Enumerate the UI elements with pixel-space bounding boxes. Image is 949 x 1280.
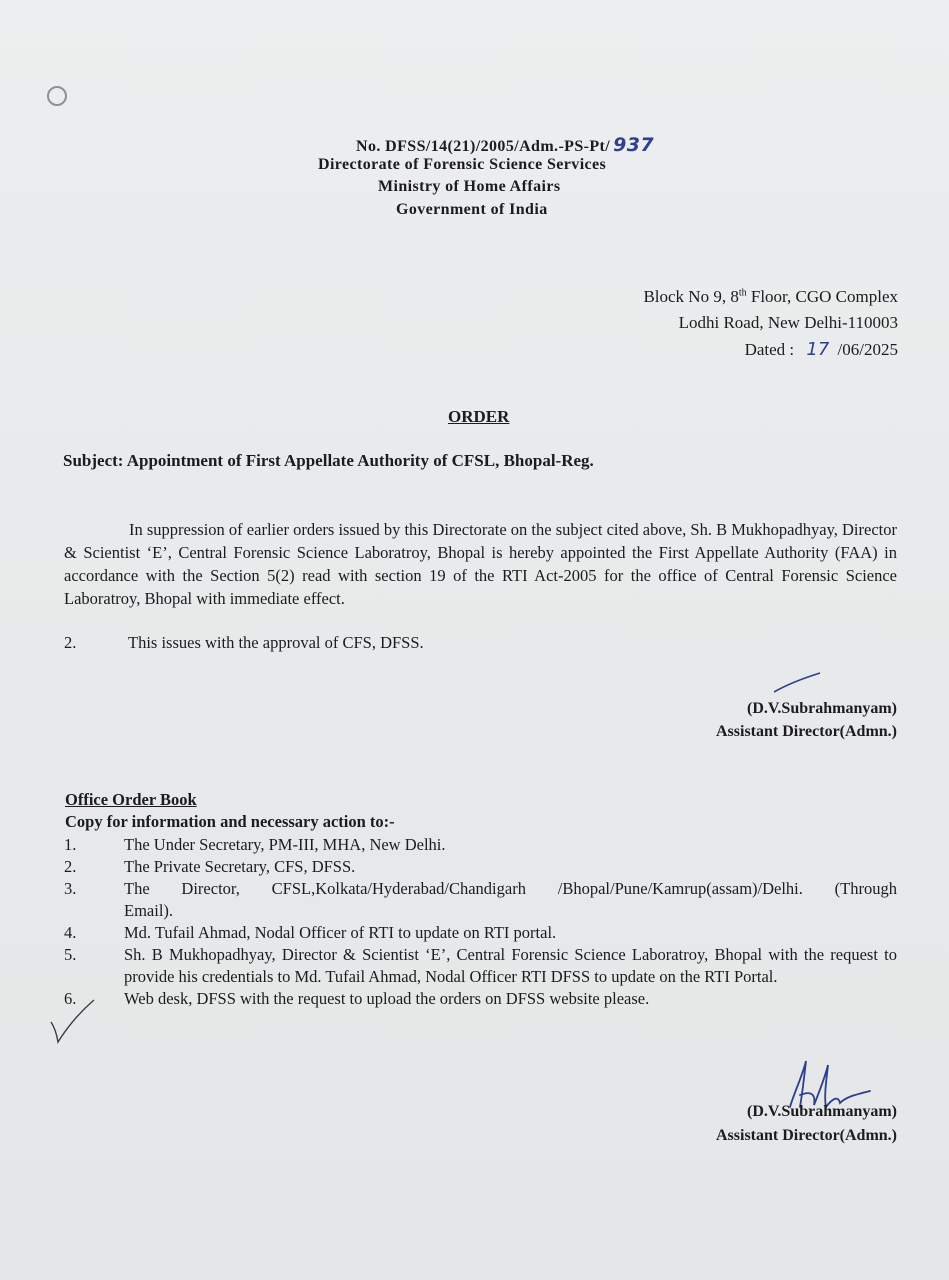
signatory-designation-2: Assistant Director(Admn.) bbox=[715, 1127, 897, 1144]
order-paragraph-1 bbox=[64, 518, 897, 610]
file-number-text: No. DFSS/14(21)/2005/Adm.-PS-Pt/ bbox=[356, 138, 611, 155]
list-item-text: The Under Secretary, PM-III, MHA, New Delhi. bbox=[124, 835, 446, 854]
list-item-number: 6. bbox=[64, 989, 77, 1008]
list-item bbox=[64, 944, 897, 988]
handwritten-date-day: 17 bbox=[806, 339, 830, 360]
list-item-number: 5. bbox=[64, 945, 77, 964]
list-item-text: Md. Tufail Ahmad, Nodal Officer of RTI to update on RTI portal. bbox=[124, 923, 557, 942]
order-paragraph-2 bbox=[64, 633, 424, 653]
list-item-text: Web desk, DFSS with the request to upload the orders on DFSS website please. bbox=[124, 989, 650, 1008]
government-name: Government of India bbox=[396, 201, 548, 218]
list-item-number: 2. bbox=[64, 857, 77, 876]
address-line-1-pre: Block No 9, 8 bbox=[643, 287, 739, 306]
address-line-2: Lodhi Road, New Delhi-110003 bbox=[678, 313, 898, 332]
signature-initial-stroke bbox=[770, 670, 826, 696]
punch-hole-mark bbox=[47, 86, 67, 106]
list-item-text: The Director, CFSL,Kolkata/Hyderabad/Chandigarh /Bhopal/Pune/Kamrup(assam)/Delhi. (Through Email). bbox=[124, 879, 897, 920]
dated-month-year: /06/2025 bbox=[837, 340, 898, 359]
handwritten-file-number: 937 bbox=[613, 134, 655, 156]
list-item bbox=[64, 988, 897, 1010]
office-order-book-heading-text: Office Order Book bbox=[65, 790, 197, 809]
signatory-name-2: (D.V.Subrahmanyam) bbox=[747, 1103, 897, 1120]
list-item-number: 3. bbox=[64, 879, 77, 898]
list-item bbox=[64, 878, 897, 922]
dated-line bbox=[745, 339, 898, 360]
subject-line: Subject: Appointment of First Appellate Authority of CFSL, Bhopal-Reg. bbox=[63, 451, 594, 470]
order-title: ORDER bbox=[448, 407, 510, 426]
directorate-name: Directorate of Forensic Science Services bbox=[318, 156, 607, 173]
address-line-1 bbox=[643, 287, 898, 307]
copy-to-line: Copy for information and necessary action to:- bbox=[65, 812, 395, 831]
list-item bbox=[64, 856, 897, 878]
list-item-number: 1. bbox=[64, 835, 77, 854]
signatory-name-1: (D.V.Subrahmanyam) bbox=[747, 700, 897, 717]
file-number bbox=[356, 134, 654, 156]
list-item-text: Sh. B Mukhopadhyay, Director & Scientist ‘E’, Central Forensic Science Laboratroy, Bhopal with the request to provide his credentials to Md. Tufail Ahmad, Nodal Officer RTI DFSS to update on the RTI Portal. bbox=[124, 945, 897, 986]
ministry-name: Ministry of Home Affairs bbox=[378, 178, 561, 195]
signatory-designation-1: Assistant Director(Admn.) bbox=[715, 723, 897, 740]
order-paragraph-1-text: In suppression of earlier orders issued by this Directorate on the subject cited above, Sh. B Mukhopadhyay, Director & Scientist ‘E’, Central Forensic Science Laboratroy, Bhopal is hereby appointed the First Appellate Authority (FAA) in accordance with the Section 5(2) read with section 19 of the RTI Act-2005 for the office of Central Forensic Science Laboratroy, Bhopal with immediate effect. bbox=[64, 520, 897, 608]
address-line-1-sup: th bbox=[738, 287, 747, 299]
office-order-book-heading bbox=[65, 790, 197, 810]
paragraph-2-number: 2. bbox=[64, 633, 77, 652]
distribution-list bbox=[64, 834, 897, 1010]
dated-label: Dated : bbox=[744, 340, 795, 359]
list-item bbox=[64, 922, 897, 944]
list-item bbox=[64, 834, 897, 856]
list-item-text: The Private Secretary, CFS, DFSS. bbox=[124, 857, 356, 876]
address-line-1-post: Floor, CGO Complex bbox=[746, 287, 898, 306]
handwritten-tick-mark bbox=[48, 996, 98, 1046]
list-item-number: 4. bbox=[64, 923, 77, 942]
order-paragraph-2-text: This issues with the approval of CFS, DFSS. bbox=[128, 633, 424, 652]
